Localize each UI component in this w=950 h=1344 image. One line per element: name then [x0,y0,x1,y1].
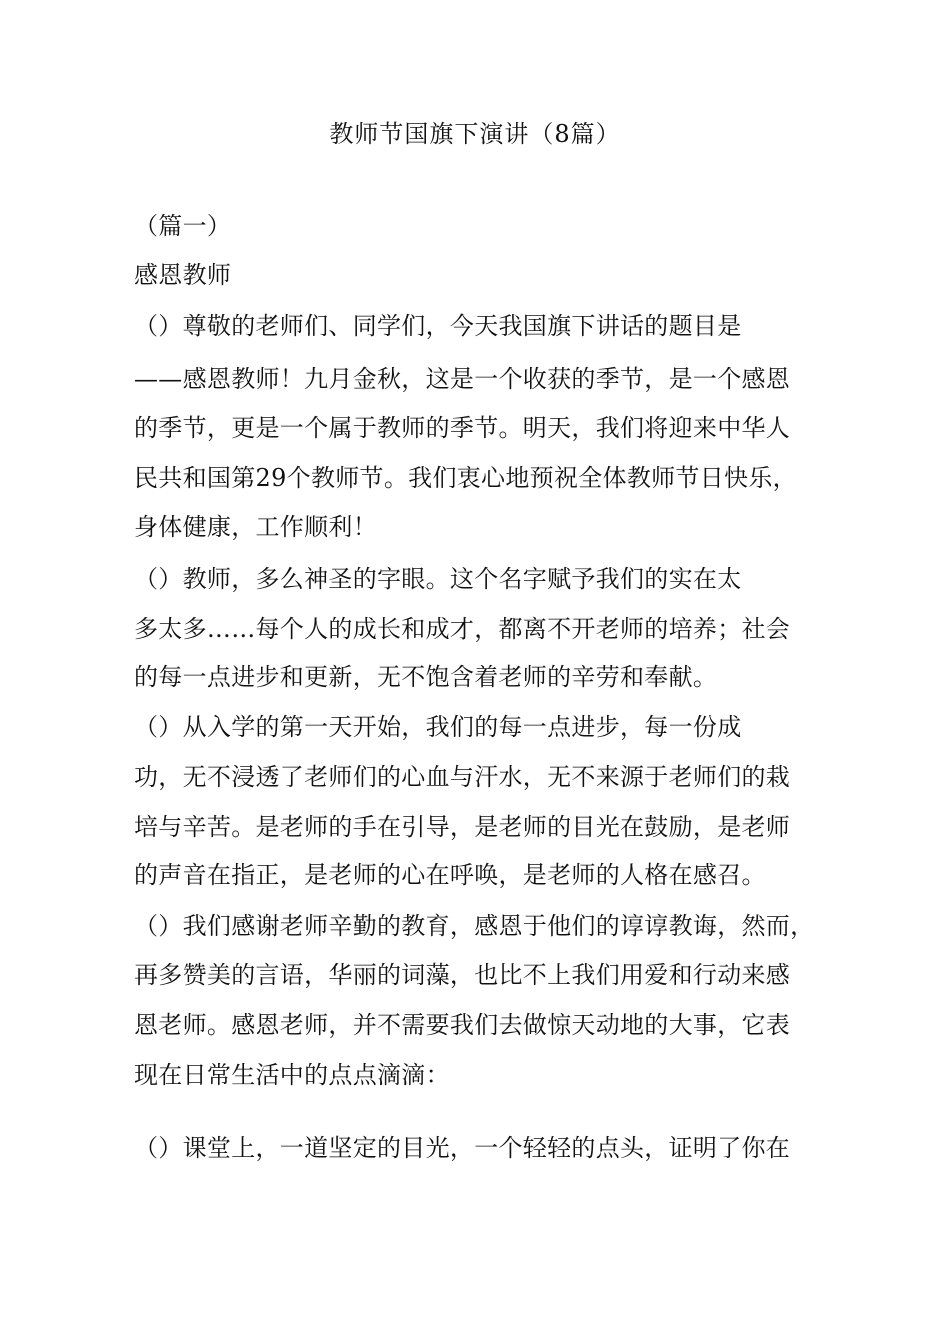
text-line: （篇一） [134,212,232,240]
text-line: （）尊敬的老师们、同学们，今天我国旗下讲话的题目是 [134,312,742,340]
text-line: 的声音在指正，是老师的心在呼唤，是老师的人格在感召。 [134,861,766,889]
text-line: 民共和国第29个教师节。我们衷心地预祝全体教师节日快乐， [134,464,797,492]
text-line: （）教师，多么神圣的字眼。这个名字赋予我们的实在太 [134,565,742,593]
text-line: ——感恩教师！九月金秋，这是一个收获的季节，是一个感恩 [134,365,791,393]
text-line: 功，无不浸透了老师们的心血与汗水，无不来源于老师们的栽 [134,763,791,791]
text-line: 再多赞美的言语，华丽的词藻，也比不上我们用爱和行动来感 [134,961,791,989]
text-line: 感恩教师 [134,261,232,289]
text-line: 多太多……每个人的成长和成才，都离不开老师的培养；社会 [134,615,791,643]
text-line: 恩老师。感恩老师，并不需要我们去做惊天动地的大事，它表 [134,1011,791,1039]
text-line: 身体健康，工作顺利！ [134,513,377,541]
text-line: 的季节，更是一个属于教师的季节。明天，我们将迎来中华人 [134,414,791,442]
text-line: （）从入学的第一天开始，我们的每一点进步，每一份成 [134,713,742,741]
document-title: 教师节国旗下演讲（8篇） [329,120,621,148]
text-line: 现在日常生活中的点点滴滴： [134,1061,450,1089]
text-line: （）我们感谢老师辛勤的教育，感恩于他们的谆谆教诲，然而， [134,912,815,940]
text-line: （）课堂上，一道坚定的目光，一个轻轻的点头，证明了你在 [134,1134,791,1162]
text-line: 培与辛苦。是老师的手在引导，是老师的目光在鼓励，是老师 [134,813,791,841]
text-line: 的每一点进步和更新，无不饱含着老师的辛劳和奉献。 [134,663,718,691]
